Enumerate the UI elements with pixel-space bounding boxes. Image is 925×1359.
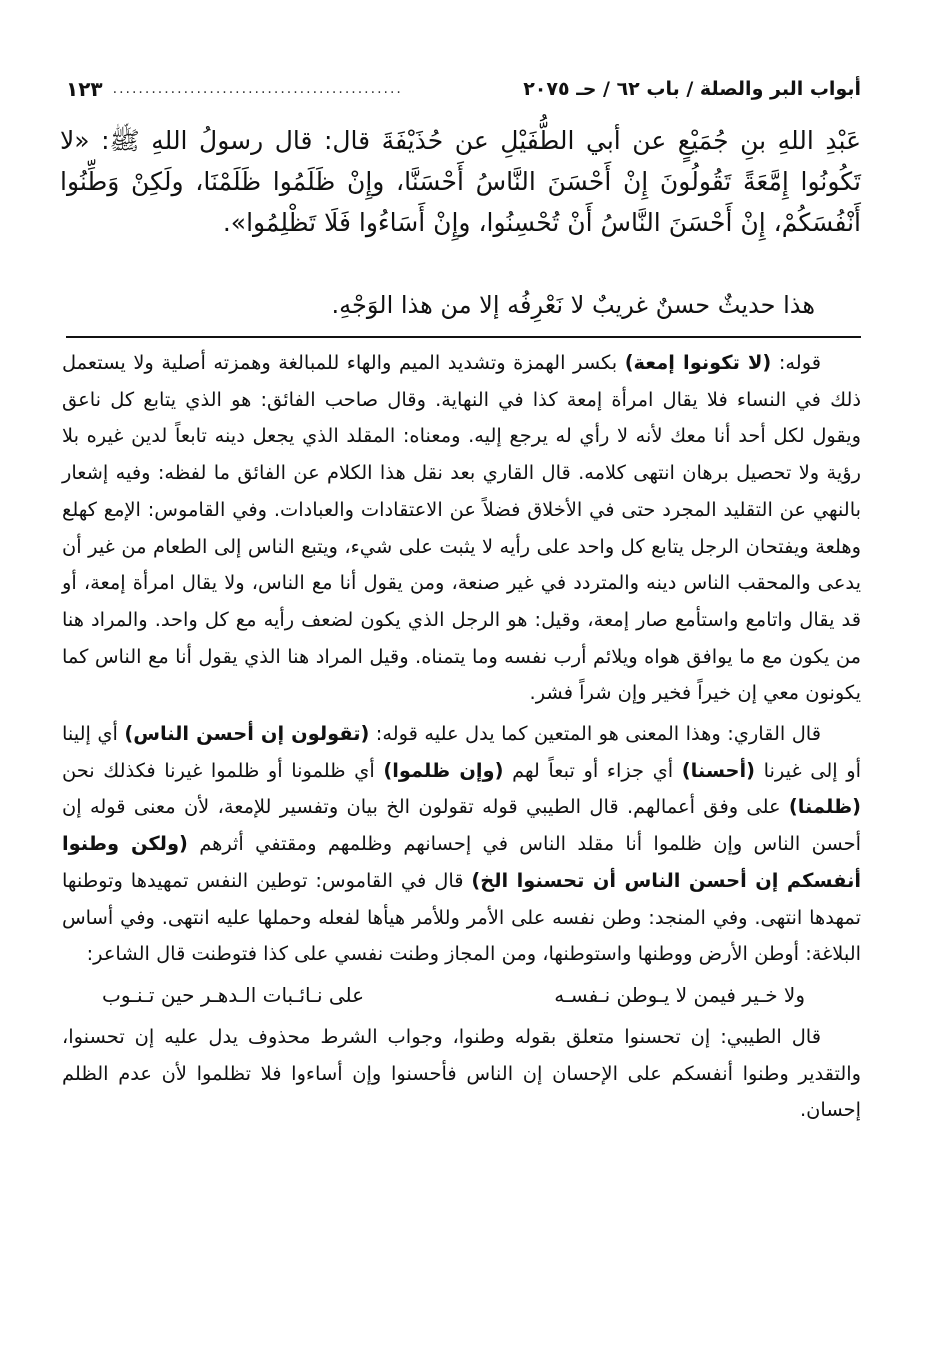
poetry-verse [62,975,861,1015]
verse-first-hemistich: ولا خـير فيمن لا يـوطن نـفسـه [554,982,805,1007]
quoted-phrase: (ولكن وطنوا أنفسكم إن أحسن الناس أن تحسنوا الخ) [62,832,861,892]
text-run: على وفق أعمالهم. قال الطيبي قوله تقولون الخ بيان وتفسير للإمعة، لأن معنى قوله إن أحسن الناس وإن ظلموا أنا مقلد الناس في إحسانهم وظلمهم ومقتفي أثرهم [62,795,861,856]
quoted-phrase: (وإن ظلموا) [383,758,504,782]
hadith-text: عَبْدِ اللهِ بنِ جُمَيْعٍ عن أبي الطُّفَيْلِ عن حُذَيْفَةَ قال: قال رسولُ اللهِ ﷺ: «لا تَكُونُوا إِمَّعَةً تَقُولُونَ إِنْ أَحْسَنَ النَّاسُ أَحْسَنَّا، وإِنْ ظَلَمُوا ظَلَمْنَا، ولَكِنْ وَطِّنُوا أَنْفُسَكُمْ، إِنْ أَحْسَنَ النَّاسُ أَنْ تُحْسِنُوا، وإِنْ أَسَاءُوا فَلَا تَظْلِمُوا». [60,126,861,237]
section-divider [66,336,861,338]
text-run: قال في القاموس: توطين النفس تمهيدها وتوطنها تمهدها انتهى. وفي المنجد: وطن نفسه على الأمر وللأمر هيأها لفعله وحملها عليه انتهى. وفي أساس البلاغة: أوطن الأرض ووطنها واستوطنها، ومن المجاز وطنت نفسي على كذا فتوطنت قال الشاعر: [62,868,861,966]
page-number: ١٢٣ [66,77,103,101]
commentary-paragraph-3: قال الطيبي: إن تحسنوا متعلق بقوله وطنوا، وجواب الشرط محذوف يدل عليه إن تحسنوا، والتقدير وطنوا أنفسكم على الإحسان إن الناس فأحسنوا وإن أساءوا فلا تظلموا لأن عدم الظلم إحسان. [62,1024,861,1122]
quoted-phrase: (لا تكونوا إمعة) [624,351,772,374]
commentary-paragraph-1 [62,345,861,712]
running-header [66,72,861,106]
text-run: بكسر الهمزة وتشديد الميم والهاء للمبالغة وهمزته أصلية ولا يستعمل ذلك في النساء فلا يقال امرأة إمعة كذا في النهاية. وقال صاحب الفائق: هو الذي يتابع كل ناعق ويقول لكل أحد أنا معك لأنه لا رأي له يرجع إليه. ومعناه: المقلد الذي يجعل دينه تابعاً لدين غيره بلا رؤية ولا تحصيل برهان انتهى كلامه. قال القاري بعد نقل هذا الكلام عن الفائق ما لفظه: وفيه إشعار بالنهي عن التقليد المجرد حتى في الأخلاق فضلاً عن الاعتقادات والعبادات. وفي القاموس: الإمع كهلع وهلعة ويفتحان الرجل يتابع كل واحد على رأيه لا يثبت على شيء، ويتبع الناس إلى الطعام من غير أن يدعى والمحقب الناس دينه والمتردد في غير صنعة، ومن يقول أنا مع الناس، ولا يقال امرأة إمعة، أو قد يقال واتامع واستأمع صار إمعة، وقيل: هو الرجل الذي يكون لضعف رأيه مع كل واحد. والمراد هنا من يكون مع ما يوافق هواه ويلائم أرب نفسه وما يتمناه. وقيل المراد هنا الذي يقول أنا مع الناس كما يكونون معي إن خيراً فخير وإن شراً فشر. [62,351,861,705]
text-run: قال القاري: وهذا المعنى هو المتعين كما يدل عليه قوله: [369,722,821,746]
text-run: أي إلينا أو إلى غيرنا [62,722,862,782]
commentary [62,345,861,1129]
header-dot-leader: ............................................. [112,81,403,97]
text-run: قوله: [771,351,821,374]
text-run: أي ظلمونا أو ظلموا غيرنا فكذلك نحن [62,758,384,782]
header-title: أبواب البر والصلة / باب ٦٢ / حـ ٢٠٧٥ [523,78,861,100]
text-run: أي جزاء أو تبعاً لهم [503,758,682,782]
verse-second-hemistich: على نـائـبات الـدهـر حين تـنـوب [102,982,365,1007]
commentary-paragraph-2 [62,716,861,973]
quoted-phrase: (تقولون إن أحسن الناس) [124,722,370,746]
hadith-grade: هذا حديثٌ حسنٌ غريبٌ لا نَعْرِفُه إلا من هذا الوَجْهِ. [331,291,815,319]
quoted-phrase: (أحسنا) [681,758,756,782]
quoted-phrase: (ظلمنا) [788,795,861,819]
